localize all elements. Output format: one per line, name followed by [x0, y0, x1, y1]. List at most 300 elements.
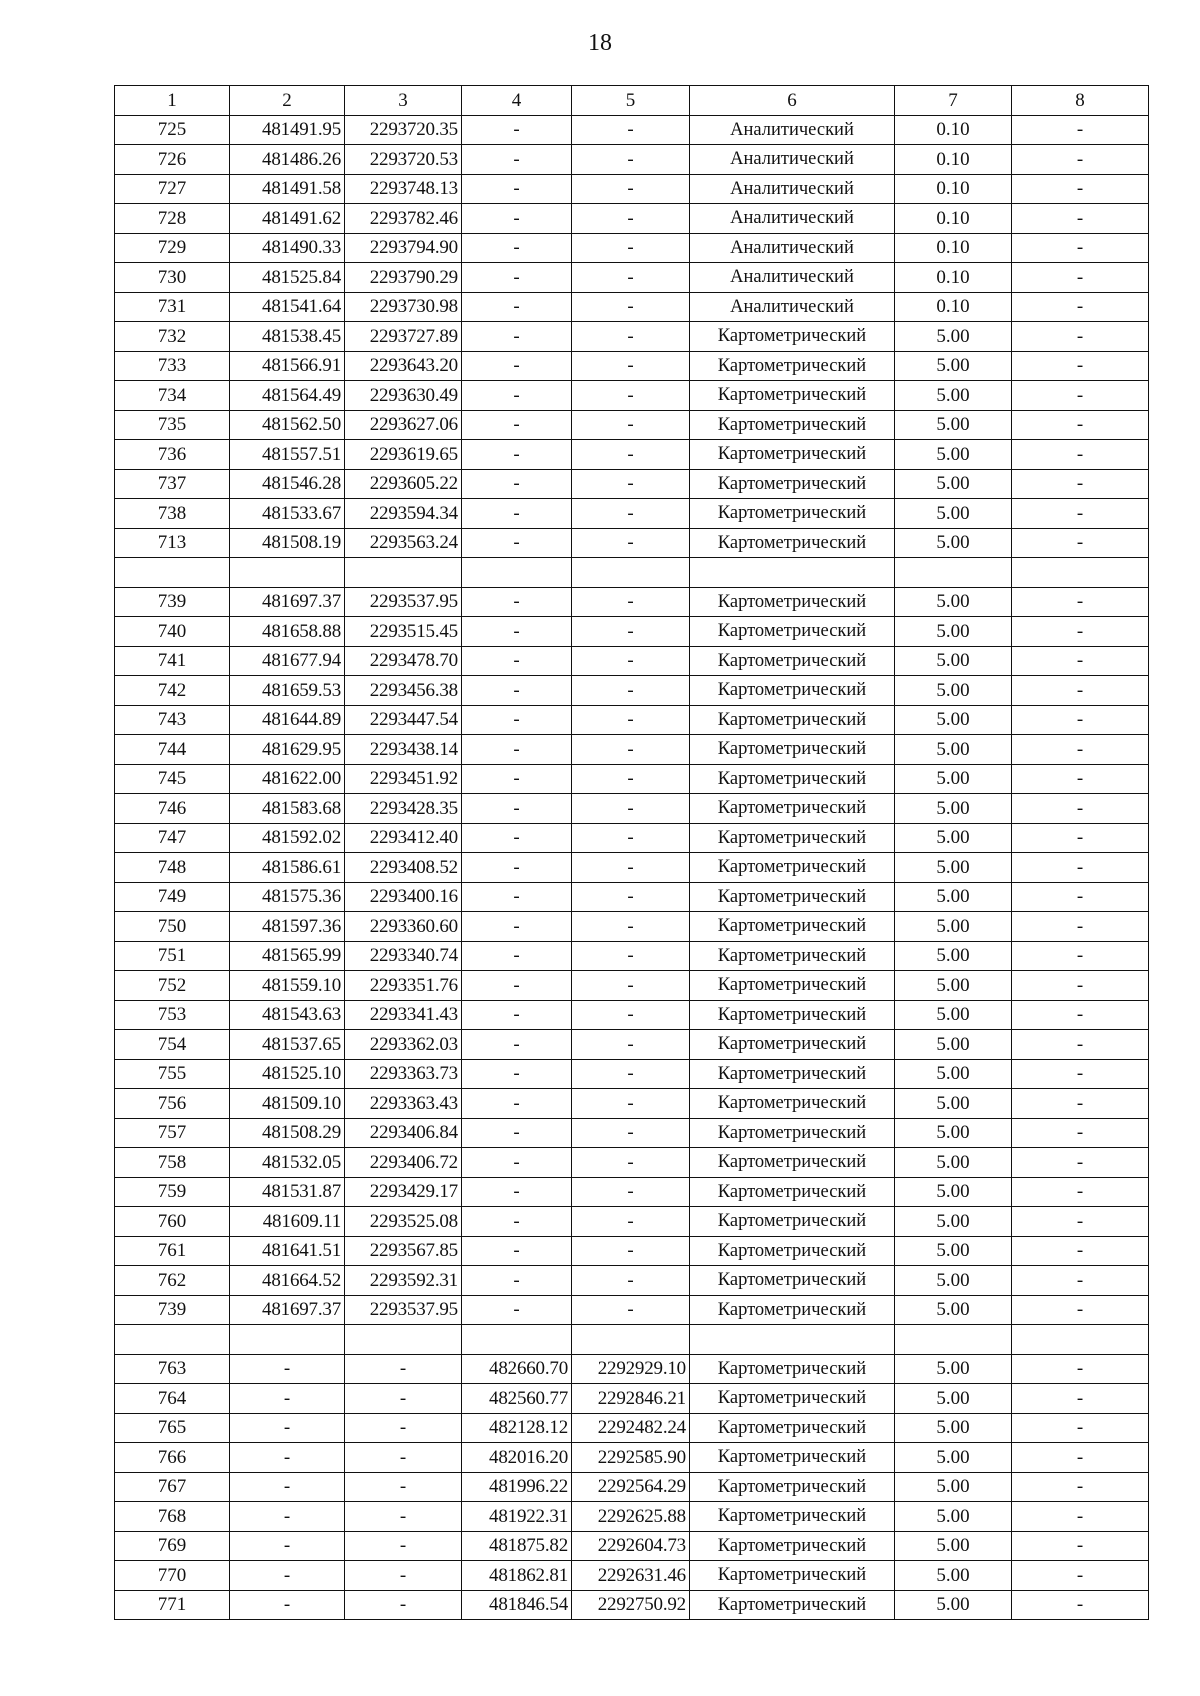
table-cell-col-8: -: [1012, 410, 1149, 440]
table-cell-col-8: -: [1012, 1590, 1149, 1620]
table-row: [115, 617, 1149, 647]
table-cell-col-1: 726: [115, 145, 230, 175]
table-row: [115, 1443, 1149, 1473]
table-cell-col-3: 2293592.31: [345, 1266, 462, 1296]
column-header-7: 7: [895, 86, 1012, 116]
table-cell-col-1: 756: [115, 1089, 230, 1119]
table-cell-col-4: -: [462, 1266, 572, 1296]
table-cell-col-8: -: [1012, 115, 1149, 145]
table-cell-col-5: -: [572, 587, 690, 617]
table-cell-col-3: 2293456.38: [345, 676, 462, 706]
table-cell-col-8: -: [1012, 1413, 1149, 1443]
table-cell-col-2: -: [230, 1413, 345, 1443]
table-cell-col-4: -: [462, 440, 572, 470]
table-row: [115, 882, 1149, 912]
table-header-row: [115, 86, 1149, 116]
table-cell-col-1: 731: [115, 292, 230, 322]
table-cell-col-1: 770: [115, 1561, 230, 1591]
table-cell-col-2: 481677.94: [230, 646, 345, 676]
table-cell-col-6: Картометрический: [690, 1059, 895, 1089]
table-cell-col-3: 2293537.95: [345, 1295, 462, 1325]
table-cell-col-4: [462, 1325, 572, 1355]
table-cell-col-1: 763: [115, 1354, 230, 1384]
table-cell-col-4: -: [462, 705, 572, 735]
table-cell-col-3: [345, 558, 462, 588]
table-cell-col-6: Картометрический: [690, 882, 895, 912]
table-row: [115, 971, 1149, 1001]
table-cell-col-6: Картометрический: [690, 617, 895, 647]
table-cell-col-7: 5.00: [895, 676, 1012, 706]
table-cell-col-3: 2293563.24: [345, 528, 462, 558]
table-cell-col-4: -: [462, 764, 572, 794]
table-cell-col-1: 747: [115, 823, 230, 853]
table-cell-col-3: 2293406.72: [345, 1148, 462, 1178]
table-cell-col-3: 2293351.76: [345, 971, 462, 1001]
table-cell-col-5: -: [572, 941, 690, 971]
table-cell-col-7: 5.00: [895, 735, 1012, 765]
table-cell-col-4: -: [462, 853, 572, 883]
table-cell-col-4: -: [462, 263, 572, 293]
table-cell-col-1: 741: [115, 646, 230, 676]
table-cell-col-2: 481531.87: [230, 1177, 345, 1207]
table-cell-col-5: 2292564.29: [572, 1472, 690, 1502]
table-row: [115, 1590, 1149, 1620]
table-cell-col-5: -: [572, 882, 690, 912]
table-row: [115, 1502, 1149, 1532]
column-header-3: 3: [345, 86, 462, 116]
table-cell-col-2: 481533.67: [230, 499, 345, 529]
table-cell-col-1: [115, 1325, 230, 1355]
table-cell-col-2: 481664.52: [230, 1266, 345, 1296]
table-cell-col-2: 481586.61: [230, 853, 345, 883]
table-cell-col-5: -: [572, 1030, 690, 1060]
table-row: [115, 1118, 1149, 1148]
table-cell-col-6: Картометрический: [690, 735, 895, 765]
table-cell-col-7: 0.10: [895, 204, 1012, 234]
table-cell-col-4: 482660.70: [462, 1354, 572, 1384]
table-cell-col-4: -: [462, 351, 572, 381]
table-cell-col-1: 735: [115, 410, 230, 440]
table-cell-col-2: 481538.45: [230, 322, 345, 352]
table-cell-col-1: 742: [115, 676, 230, 706]
table-cell-col-6: Картометрический: [690, 351, 895, 381]
table-cell-col-4: -: [462, 322, 572, 352]
table-cell-col-2: 481541.64: [230, 292, 345, 322]
table-cell-col-3: 2293400.16: [345, 882, 462, 912]
table-cell-col-1: 713: [115, 528, 230, 558]
table-cell-col-6: Картометрический: [690, 587, 895, 617]
table-cell-col-1: 764: [115, 1384, 230, 1414]
table-row: [115, 587, 1149, 617]
table-cell-col-7: 5.00: [895, 499, 1012, 529]
table-cell-col-4: 481922.31: [462, 1502, 572, 1532]
table-cell-col-7: 5.00: [895, 1030, 1012, 1060]
table-cell-col-6: Картометрический: [690, 823, 895, 853]
table-cell-col-6: Картометрический: [690, 410, 895, 440]
table-row: [115, 381, 1149, 411]
table-cell-col-4: -: [462, 1089, 572, 1119]
table-cell-col-2: 481597.36: [230, 912, 345, 942]
table-cell-col-7: 5.00: [895, 1561, 1012, 1591]
column-header-1: 1: [115, 86, 230, 116]
table-cell-col-2: 481609.11: [230, 1207, 345, 1237]
table-row: [115, 204, 1149, 234]
table-cell-col-6: Картометрический: [690, 1207, 895, 1237]
table-cell-col-8: -: [1012, 292, 1149, 322]
table-cell-col-1: 725: [115, 115, 230, 145]
table-row: [115, 735, 1149, 765]
table-cell-col-1: [115, 558, 230, 588]
table-cell-col-6: Картометрический: [690, 1148, 895, 1178]
table-cell-col-8: -: [1012, 617, 1149, 647]
table-cell-col-8: -: [1012, 676, 1149, 706]
table-cell-col-4: -: [462, 1148, 572, 1178]
table-cell-col-1: 761: [115, 1236, 230, 1266]
table-cell-col-3: 2293630.49: [345, 381, 462, 411]
table-cell-col-7: 0.10: [895, 115, 1012, 145]
table-cell-col-3: 2293360.60: [345, 912, 462, 942]
table-cell-col-4: 481996.22: [462, 1472, 572, 1502]
table-row: [115, 499, 1149, 529]
table-cell-col-8: -: [1012, 705, 1149, 735]
table-cell-col-1: 730: [115, 263, 230, 293]
table-cell-col-8: -: [1012, 1295, 1149, 1325]
table-cell-col-6: Картометрический: [690, 469, 895, 499]
table-cell-col-6: Картометрический: [690, 1089, 895, 1119]
table-cell-col-6: Картометрический: [690, 794, 895, 824]
table-cell-col-7: 5.00: [895, 882, 1012, 912]
table-cell-col-8: -: [1012, 145, 1149, 175]
table-cell-col-2: 481697.37: [230, 1295, 345, 1325]
table-row: [115, 1531, 1149, 1561]
table-cell-col-1: 738: [115, 499, 230, 529]
table-cell-col-3: 2293428.35: [345, 794, 462, 824]
table-cell-col-8: -: [1012, 823, 1149, 853]
table-cell-col-4: -: [462, 115, 572, 145]
table-cell-col-8: -: [1012, 764, 1149, 794]
table-cell-col-6: Картометрический: [690, 971, 895, 1001]
table-cell-col-4: -: [462, 1295, 572, 1325]
table-cell-col-1: 750: [115, 912, 230, 942]
table-cell-col-3: 2293619.65: [345, 440, 462, 470]
table-cell-col-6: Аналитический: [690, 204, 895, 234]
column-header-2: 2: [230, 86, 345, 116]
table-cell-col-4: -: [462, 204, 572, 234]
table-cell-col-7: 5.00: [895, 1502, 1012, 1532]
table-cell-col-5: -: [572, 1000, 690, 1030]
table-cell-col-7: 5.00: [895, 440, 1012, 470]
table-cell-col-2: -: [230, 1502, 345, 1532]
table-cell-col-2: 481525.84: [230, 263, 345, 293]
table-cell-col-3: 2293478.70: [345, 646, 462, 676]
table-cell-col-3: 2293406.84: [345, 1118, 462, 1148]
column-header-6: 6: [690, 86, 895, 116]
table-cell-col-2: 481566.91: [230, 351, 345, 381]
table-cell-col-8: -: [1012, 1148, 1149, 1178]
table-cell-col-3: 2293605.22: [345, 469, 462, 499]
table-cell-col-5: 2292482.24: [572, 1413, 690, 1443]
table-cell-col-2: 481564.49: [230, 381, 345, 411]
table-cell-col-2: 481697.37: [230, 587, 345, 617]
table-cell-col-7: [895, 1325, 1012, 1355]
table-cell-col-2: -: [230, 1354, 345, 1384]
table-cell-col-3: -: [345, 1443, 462, 1473]
table-cell-col-3: 2293340.74: [345, 941, 462, 971]
table-cell-col-5: -: [572, 410, 690, 440]
table-cell-col-7: 5.00: [895, 617, 1012, 647]
table-cell-col-4: -: [462, 499, 572, 529]
table-cell-col-4: -: [462, 1059, 572, 1089]
table-cell-col-8: -: [1012, 528, 1149, 558]
table-cell-col-6: [690, 1325, 895, 1355]
table-cell-col-5: -: [572, 794, 690, 824]
table-cell-col-1: 768: [115, 1502, 230, 1532]
table-cell-col-2: 481546.28: [230, 469, 345, 499]
table-cell-col-6: Картометрический: [690, 1354, 895, 1384]
table-row: [115, 145, 1149, 175]
table-cell-col-6: Картометрический: [690, 322, 895, 352]
table-cell-col-7: 5.00: [895, 1236, 1012, 1266]
table-cell-col-7: 0.10: [895, 292, 1012, 322]
table-cell-col-7: 5.00: [895, 1413, 1012, 1443]
table-cell-col-8: -: [1012, 1089, 1149, 1119]
table-cell-col-7: 5.00: [895, 1266, 1012, 1296]
table-cell-col-8: -: [1012, 587, 1149, 617]
table-cell-col-4: -: [462, 912, 572, 942]
table-cell-col-7: 5.00: [895, 1531, 1012, 1561]
table-cell-col-3: 2293515.45: [345, 617, 462, 647]
table-row: [115, 853, 1149, 883]
table-cell-col-8: -: [1012, 322, 1149, 352]
table-cell-col-3: 2293794.90: [345, 233, 462, 263]
table-cell-col-8: -: [1012, 381, 1149, 411]
table-row: [115, 1089, 1149, 1119]
table-cell-col-4: -: [462, 174, 572, 204]
table-cell-col-8: -: [1012, 233, 1149, 263]
table-row: [115, 292, 1149, 322]
table-cell-col-1: 744: [115, 735, 230, 765]
table-cell-col-8: -: [1012, 912, 1149, 942]
table-cell-col-6: Картометрический: [690, 1295, 895, 1325]
table-cell-col-1: 737: [115, 469, 230, 499]
table-cell-col-4: -: [462, 145, 572, 175]
table-cell-col-3: -: [345, 1502, 462, 1532]
table-cell-col-6: Картометрический: [690, 1000, 895, 1030]
table-cell-col-6: Картометрический: [690, 646, 895, 676]
table-cell-col-4: 482016.20: [462, 1443, 572, 1473]
table-cell-col-6: Картометрический: [690, 1472, 895, 1502]
table-cell-col-8: -: [1012, 469, 1149, 499]
table-cell-col-5: -: [572, 263, 690, 293]
table-cell-col-3: 2293363.43: [345, 1089, 462, 1119]
table-row: [115, 1295, 1149, 1325]
table-row: [115, 823, 1149, 853]
table-cell-col-3: -: [345, 1413, 462, 1443]
table-cell-col-6: Картометрический: [690, 1531, 895, 1561]
table-cell-col-2: -: [230, 1472, 345, 1502]
table-cell-col-7: 0.10: [895, 233, 1012, 263]
table-cell-col-2: 481532.05: [230, 1148, 345, 1178]
table-cell-col-5: -: [572, 764, 690, 794]
table-cell-col-1: 766: [115, 1443, 230, 1473]
table-cell-col-4: 481875.82: [462, 1531, 572, 1561]
table-cell-col-5: -: [572, 528, 690, 558]
table-cell-col-4: -: [462, 1030, 572, 1060]
table-cell-col-8: -: [1012, 1236, 1149, 1266]
table-cell-col-7: 5.00: [895, 1472, 1012, 1502]
table-cell-col-7: 5.00: [895, 351, 1012, 381]
table-cell-col-2: 481490.33: [230, 233, 345, 263]
table-cell-col-3: 2293408.52: [345, 853, 462, 883]
table-cell-col-3: 2293567.85: [345, 1236, 462, 1266]
table-cell-col-1: 758: [115, 1148, 230, 1178]
table-cell-col-6: Картометрический: [690, 499, 895, 529]
table-row: [115, 941, 1149, 971]
table-cell-col-8: -: [1012, 1384, 1149, 1414]
table-cell-col-8: -: [1012, 1266, 1149, 1296]
table-cell-col-5: 2292929.10: [572, 1354, 690, 1384]
table-cell-col-8: -: [1012, 1354, 1149, 1384]
table-cell-col-5: -: [572, 646, 690, 676]
table-cell-col-1: 728: [115, 204, 230, 234]
table-cell-col-5: -: [572, 1089, 690, 1119]
table-cell-col-7: 5.00: [895, 823, 1012, 853]
table-cell-col-1: 732: [115, 322, 230, 352]
table-cell-col-6: Картометрический: [690, 1590, 895, 1620]
table-cell-col-5: 2292585.90: [572, 1443, 690, 1473]
table-cell-col-8: -: [1012, 1207, 1149, 1237]
table-cell-col-8: -: [1012, 1531, 1149, 1561]
table-cell-col-1: 762: [115, 1266, 230, 1296]
table-row: [115, 1207, 1149, 1237]
table-cell-col-2: 481622.00: [230, 764, 345, 794]
table-cell-col-5: -: [572, 440, 690, 470]
table-cell-col-5: [572, 1325, 690, 1355]
table-cell-col-7: 5.00: [895, 1148, 1012, 1178]
table-cell-col-8: -: [1012, 351, 1149, 381]
table-cell-col-8: -: [1012, 1030, 1149, 1060]
table-cell-col-1: 753: [115, 1000, 230, 1030]
table-cell-col-1: 759: [115, 1177, 230, 1207]
table-cell-col-4: -: [462, 1207, 572, 1237]
table-cell-col-6: Картометрический: [690, 676, 895, 706]
table-cell-col-6: Картометрический: [690, 764, 895, 794]
table-row: [115, 1148, 1149, 1178]
table-cell-col-5: -: [572, 381, 690, 411]
table-body: [115, 115, 1149, 1620]
table-cell-col-8: -: [1012, 1059, 1149, 1089]
column-header-5: 5: [572, 86, 690, 116]
table-cell-col-2: 481659.53: [230, 676, 345, 706]
table-cell-col-8: -: [1012, 499, 1149, 529]
table-cell-col-7: 5.00: [895, 794, 1012, 824]
table-cell-col-1: 754: [115, 1030, 230, 1060]
table-row: [115, 410, 1149, 440]
table-cell-col-7: 5.00: [895, 912, 1012, 942]
table-cell-col-3: 2293720.53: [345, 145, 462, 175]
table-row: [115, 1561, 1149, 1591]
table-cell-col-1: 739: [115, 587, 230, 617]
table-cell-col-5: 2292625.88: [572, 1502, 690, 1532]
table-cell-col-6: Картометрический: [690, 1118, 895, 1148]
table-cell-col-2: [230, 558, 345, 588]
table-cell-col-1: 771: [115, 1590, 230, 1620]
table-cell-col-4: -: [462, 1118, 572, 1148]
table-cell-col-5: -: [572, 1295, 690, 1325]
table-row: [115, 705, 1149, 735]
table-cell-col-1: 739: [115, 1295, 230, 1325]
table-cell-col-1: 749: [115, 882, 230, 912]
table-cell-col-3: 2293643.20: [345, 351, 462, 381]
table-cell-col-2: -: [230, 1443, 345, 1473]
table-cell-col-1: 751: [115, 941, 230, 971]
table-cell-col-4: -: [462, 676, 572, 706]
table-cell-col-6: Картометрический: [690, 440, 895, 470]
table-cell-col-5: -: [572, 1236, 690, 1266]
table-cell-col-3: 2293727.89: [345, 322, 462, 352]
table-cell-col-3: 2293447.54: [345, 705, 462, 735]
table-row: [115, 322, 1149, 352]
table-cell-col-1: 765: [115, 1413, 230, 1443]
table-row: [115, 1059, 1149, 1089]
table-cell-col-3: 2293594.34: [345, 499, 462, 529]
table-cell-col-3: 2293782.46: [345, 204, 462, 234]
table-cell-col-7: 5.00: [895, 941, 1012, 971]
table-cell-col-3: 2293438.14: [345, 735, 462, 765]
table-cell-col-3: 2293790.29: [345, 263, 462, 293]
table-cell-col-5: -: [572, 1266, 690, 1296]
table-row: [115, 174, 1149, 204]
table-cell-col-7: 5.00: [895, 1295, 1012, 1325]
table-cell-col-3: -: [345, 1384, 462, 1414]
table-cell-col-6: Картометрический: [690, 1030, 895, 1060]
table-cell-col-2: 481486.26: [230, 145, 345, 175]
table-cell-col-5: -: [572, 1059, 690, 1089]
table-cell-col-7: 5.00: [895, 1059, 1012, 1089]
table-cell-col-4: -: [462, 1000, 572, 1030]
table-cell-col-6: Картометрический: [690, 705, 895, 735]
table-cell-col-7: 5.00: [895, 646, 1012, 676]
table-cell-col-1: 743: [115, 705, 230, 735]
table-cell-col-8: [1012, 558, 1149, 588]
table-cell-col-4: 481862.81: [462, 1561, 572, 1591]
table-cell-col-7: [895, 558, 1012, 588]
table-cell-col-1: 748: [115, 853, 230, 883]
table-cell-col-7: 5.00: [895, 705, 1012, 735]
table-cell-col-3: 2293720.35: [345, 115, 462, 145]
table-cell-col-1: 767: [115, 1472, 230, 1502]
table-cell-col-6: Картометрический: [690, 1384, 895, 1414]
table-cell-col-6: Картометрический: [690, 1236, 895, 1266]
table-row: [115, 1413, 1149, 1443]
table-cell-col-3: 2293537.95: [345, 587, 462, 617]
table-cell-col-1: 757: [115, 1118, 230, 1148]
table-cell-col-1: 733: [115, 351, 230, 381]
table-cell-col-5: -: [572, 115, 690, 145]
table-cell-col-8: -: [1012, 1000, 1149, 1030]
column-header-4: 4: [462, 86, 572, 116]
table-cell-col-5: 2292846.21: [572, 1384, 690, 1414]
table-row: [115, 440, 1149, 470]
table-cell-col-4: -: [462, 646, 572, 676]
table-cell-col-7: 5.00: [895, 1384, 1012, 1414]
table-separator-row: [115, 558, 1149, 588]
table-cell-col-5: -: [572, 469, 690, 499]
table-cell-col-6: Аналитический: [690, 174, 895, 204]
coordinates-table: [114, 85, 1149, 1620]
table-cell-col-7: 0.10: [895, 145, 1012, 175]
table-cell-col-5: -: [572, 145, 690, 175]
